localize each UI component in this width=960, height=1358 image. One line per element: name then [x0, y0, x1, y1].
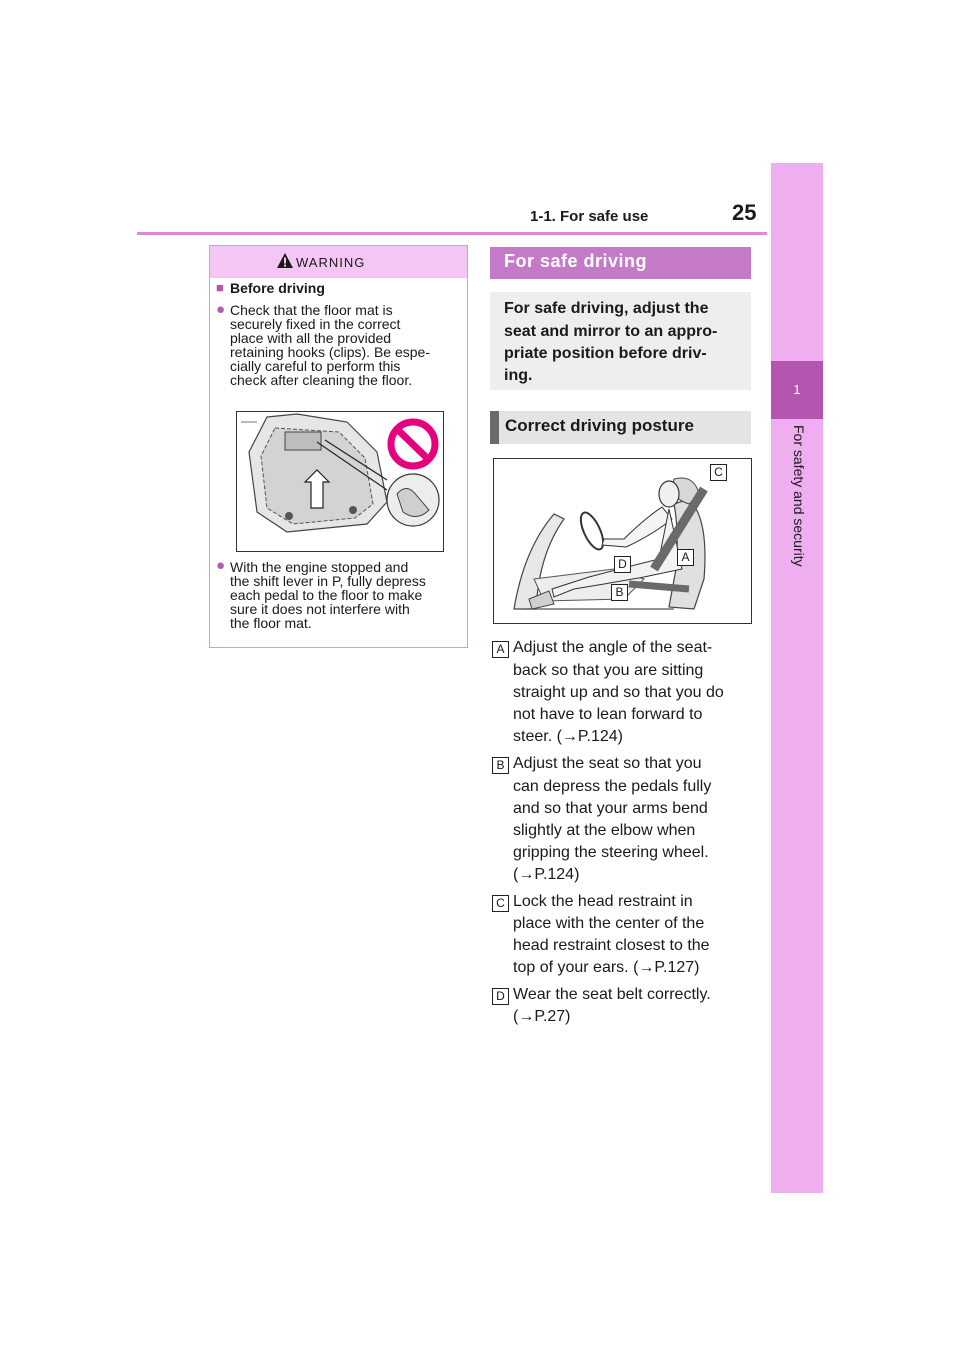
section-band-safe-driving: [490, 247, 751, 279]
page-number: 25: [732, 200, 757, 225]
bullet-icon: ●: [216, 301, 226, 318]
intro-line: seat and mirror to an appro-: [504, 323, 718, 340]
step-text-line: back so that you are sitting: [513, 662, 704, 679]
warning-item-2-line: the floor mat.: [230, 615, 312, 631]
intro-line: ing.: [504, 367, 533, 384]
step-text-line: (→P.124): [513, 866, 580, 883]
callout-label: A: [677, 549, 694, 566]
warning-header: [210, 246, 467, 278]
driving-posture-illustration: [493, 458, 752, 624]
step-text-line: straight up and so that you do: [513, 684, 724, 701]
warning-item-1-line: place with all the provided: [230, 330, 392, 346]
step-label: B: [492, 757, 509, 774]
warning-item-2-line: each pedal to the floor to make: [230, 587, 423, 603]
callout-label: B: [611, 584, 628, 601]
step-label: C: [492, 895, 509, 912]
intro-box: [490, 292, 751, 390]
chapter-side-tab: [771, 163, 823, 1193]
warning-item-2: [230, 560, 426, 630]
step-text-line: (→P.27): [513, 1008, 571, 1025]
step-text-line: Adjust the angle of the seat-: [513, 639, 713, 656]
step-text-line: steer. (→P.124): [513, 728, 623, 745]
step-label: A: [492, 641, 509, 658]
intro-line: For safe driving, adjust the: [504, 300, 709, 317]
warning-box: [209, 245, 468, 648]
warning-heading: Before driving: [230, 280, 325, 296]
heading-marker: ■: [216, 280, 224, 295]
callout-label: C: [710, 464, 727, 481]
step-text-line: Adjust the seat so that you: [513, 755, 702, 772]
step-text-line: gripping the steering wheel.: [513, 844, 709, 861]
floor-mat-illustration: [236, 411, 444, 552]
warning-item-1-line: cially careful to perform this: [230, 358, 401, 374]
warning-triangle-icon: [277, 253, 293, 268]
warning-item-2-line: sure it does not interfere with: [230, 601, 410, 617]
section-band-title: Correct driving posture: [505, 416, 694, 435]
warning-item-2-line: the shift lever in P, fully depress: [230, 573, 426, 589]
step-text-line: not have to lean forward to: [513, 706, 703, 723]
bullet-icon: ●: [216, 557, 226, 574]
intro-line: priate position before driv-: [504, 345, 707, 362]
step-text-line: slightly at the elbow when: [513, 822, 696, 839]
step-text-line: place with the center of the: [513, 915, 705, 932]
step-text-line: and so that your arms bend: [513, 800, 708, 817]
chapter-title: For safety and security: [791, 425, 807, 567]
step-label: D: [492, 988, 509, 1005]
header-rule: [137, 232, 767, 235]
section-band-title: For safe driving: [504, 251, 648, 271]
warning-item-1-line: check after cleaning the floor.: [230, 372, 413, 388]
section-band-driving-posture: [490, 411, 751, 444]
prohibition-icon: [391, 422, 435, 466]
warning-item-2-line: With the engine stopped and: [230, 559, 409, 575]
step-text-line: can depress the pedals fully: [513, 778, 712, 795]
step-text-line: head restraint closest to the: [513, 937, 710, 954]
warning-item-1-line: retaining hooks (clips). Be espe-: [230, 344, 430, 360]
warning-title: WARNING: [296, 255, 366, 270]
warning-item-1-line: Check that the floor mat is: [230, 302, 393, 318]
step-text-line: Lock the head restraint in: [513, 893, 693, 910]
chapter-number: 1: [793, 382, 801, 397]
step-text-line: Wear the seat belt correctly.: [513, 986, 711, 1003]
section-title: 1-1. For safe use: [530, 208, 649, 225]
step-text-line: top of your ears. (→P.127): [513, 959, 700, 976]
chapter-number-tab[interactable]: [771, 361, 823, 419]
callout-label: D: [614, 556, 631, 573]
warning-item-1: [230, 303, 430, 387]
warning-item-1-line: securely fixed in the correct: [230, 316, 401, 332]
